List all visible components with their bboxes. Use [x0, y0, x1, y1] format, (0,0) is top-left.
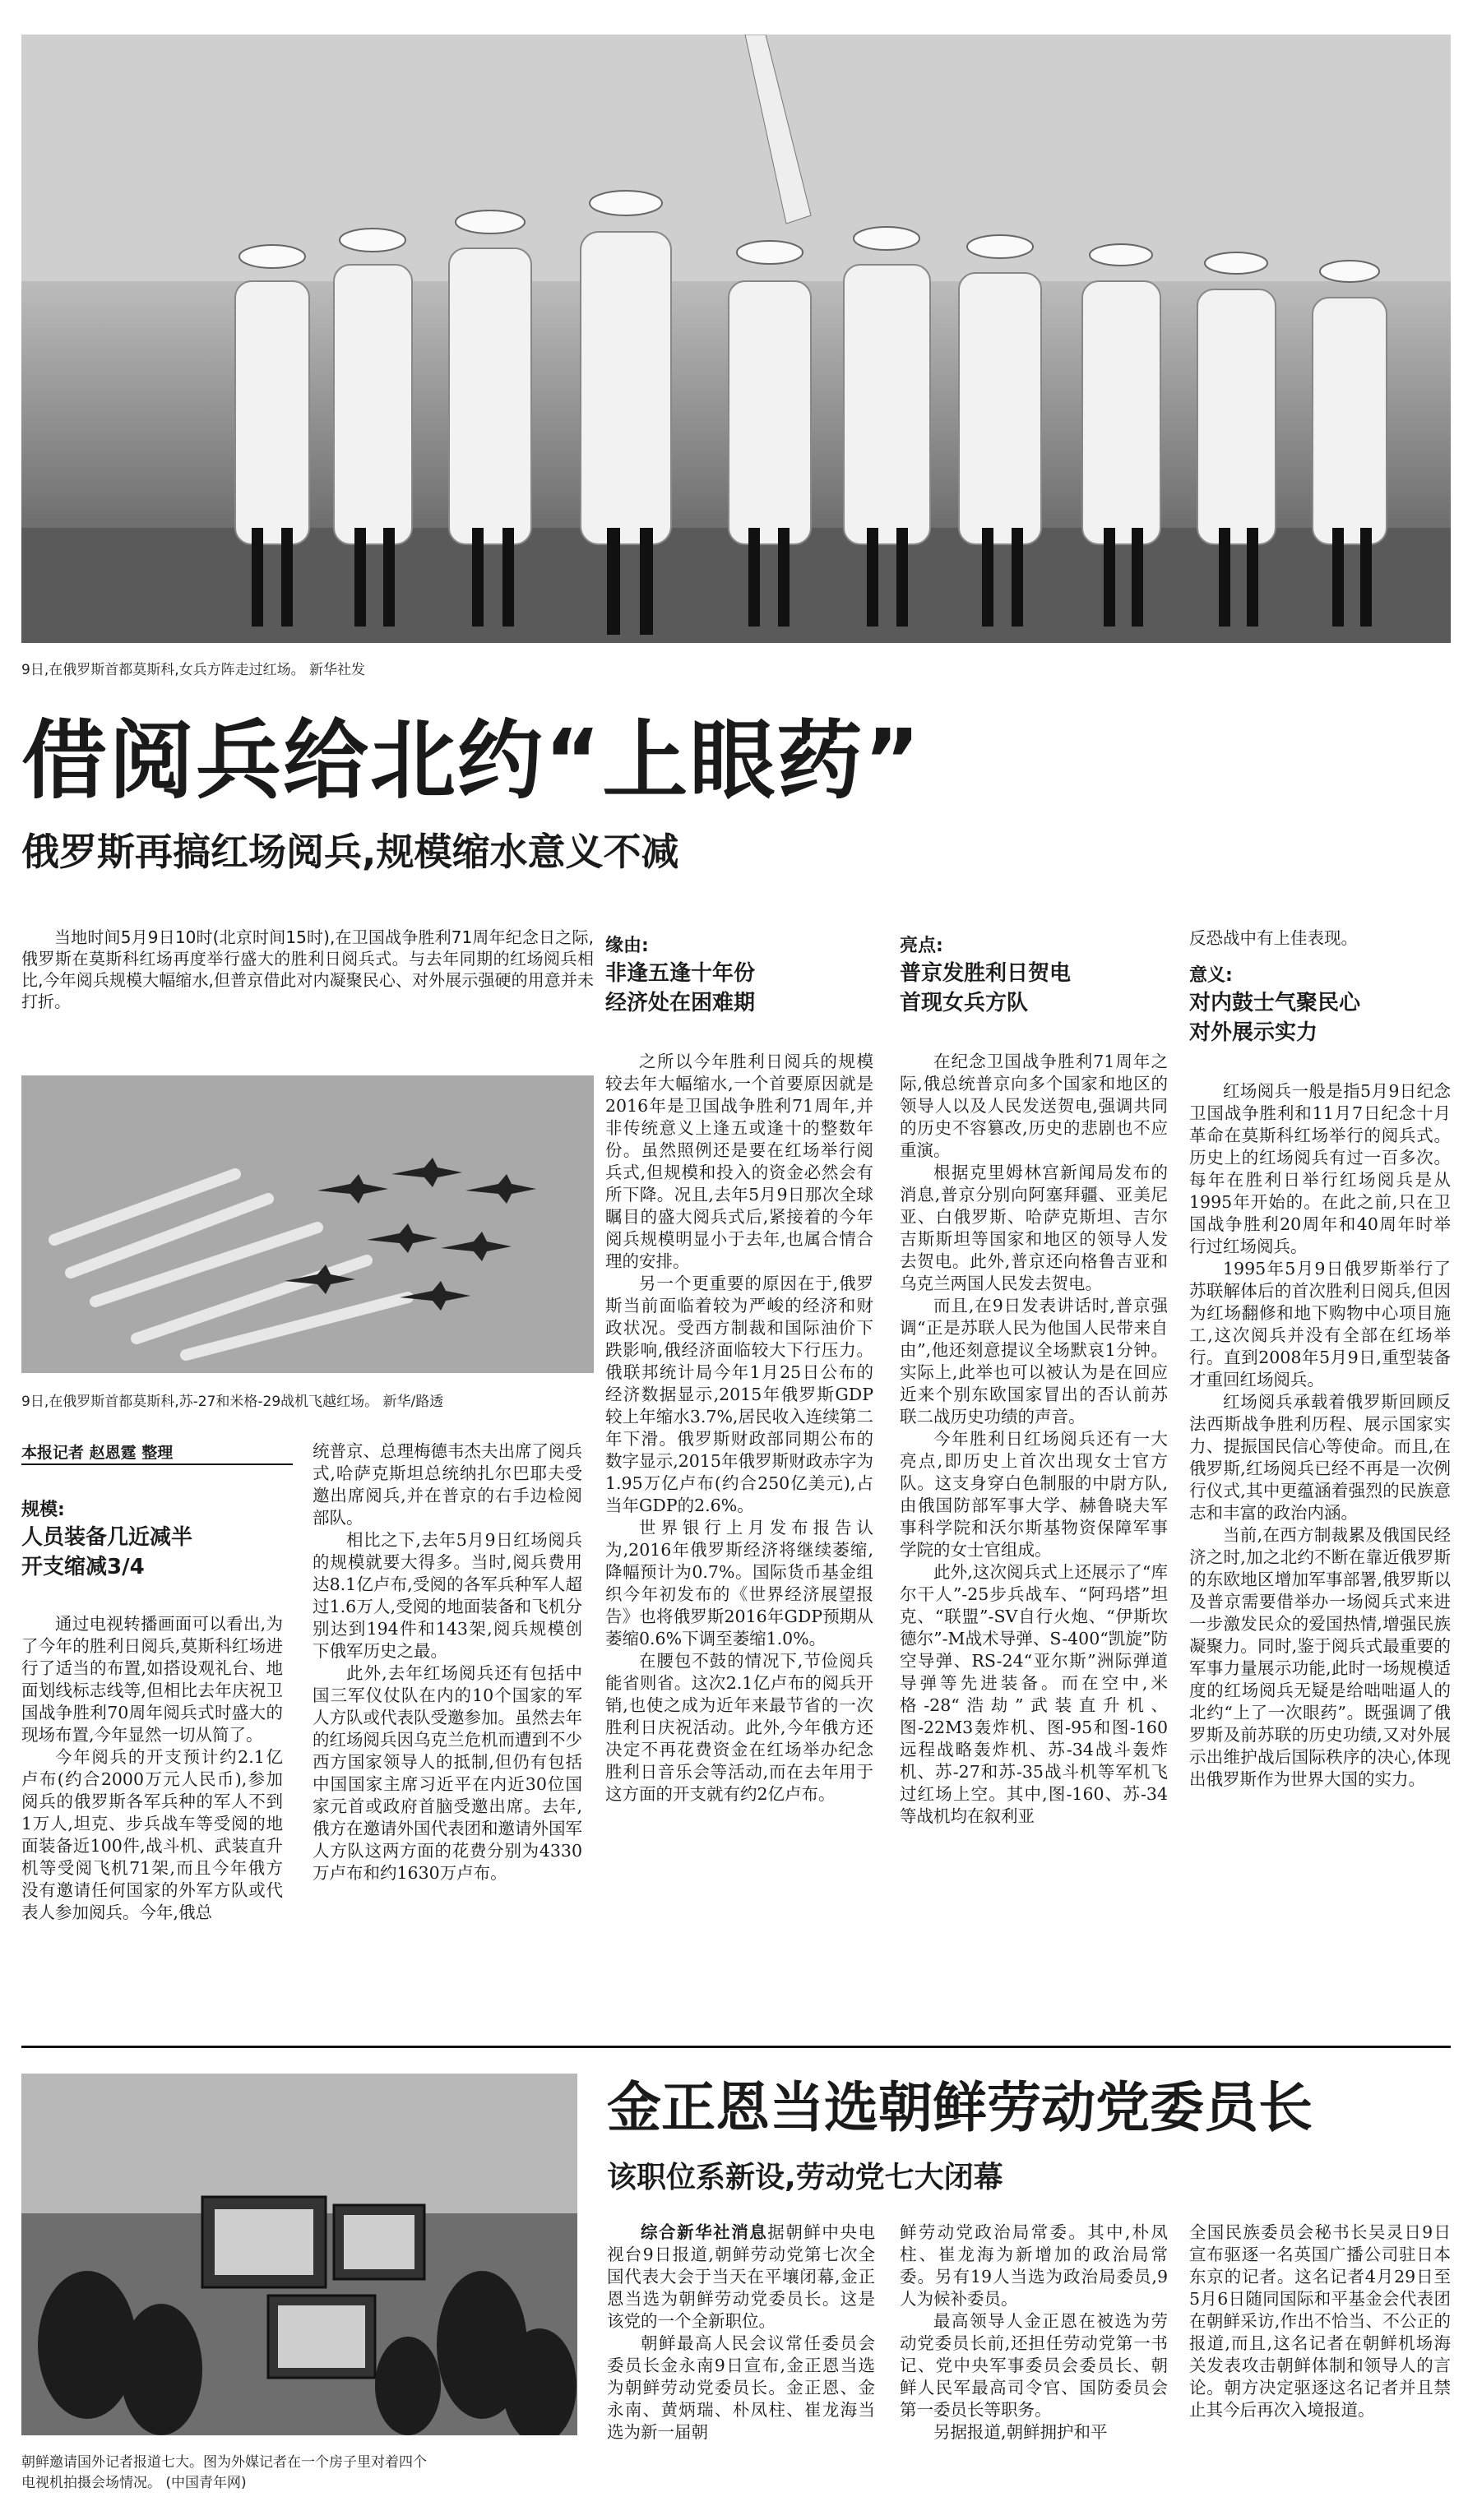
section-scale-title-b: 开支缩减3/4: [21, 1555, 145, 1579]
story1-col-e: [1189, 1080, 1451, 1791]
section-highlight-head: [900, 934, 1171, 1018]
story1-col-e-top: [1189, 927, 1451, 950]
paragraph: 在腰包不鼓的情况下,节俭阅兵能省则省。这次2.1亿卢布的阅兵开销,也使之成为近年来最节省的一次胜利日庆祝活动。此外,今年俄方还决定不再花费资金在红场举办纪念胜利日音乐会等活动,而在去年用于这方面的开支就有约2亿卢布。: [605, 1651, 873, 1804]
paragraph: 相比之下,去年5月9日红场阅兵的规模就要大得多。当时,阅兵费用达8.1亿卢布,受阅的各军兵种军人超过1.6万人,受阅的地面装备和飞机分别达到194件和143架,阅兵规模创下俄军历史之最。: [313, 1530, 582, 1661]
byline: 本报记者 赵恩霆 整理: [21, 1444, 174, 1462]
paragraph: 统普京、总理梅德韦杰夫出席了阅兵式,哈萨克斯坦总统纳扎尔巴耶夫受邀出席阅兵,并在普京的右手边检阅部队。: [313, 1441, 582, 1528]
paragraph: 今年胜利日红场阅兵还有一大亮点,即历史上首次出现女士官方队。这支身穿白色制服的中尉方队,由俄国防部军事大学、赫鲁晓夫军事科学院和沃尔斯基物资保障军事学院的女士官组成。: [900, 1429, 1168, 1560]
section-reason-head: [605, 934, 875, 1018]
byline-rule: [21, 1463, 293, 1465]
paragraph: 朝鲜最高人民会议常任委员会委员长金永南9日宣布,金正恩当选为朝鲜劳动党委员长。金正恩、金永南、黄炳瑞、朴凤柱、崔龙海当选为新一届朝: [607, 2333, 875, 2442]
paragraph: 反恐战中有上佳表现。: [1189, 928, 1358, 948]
press-photo-illustration: [21, 2074, 577, 2435]
section-meaning-label: 意义:: [1189, 965, 1233, 986]
lede-paragraph: 当地时间5月9日10时(北京时间15时),在卫国战争胜利71周年纪念日之际,俄罗斯在莫斯科红场再度举行盛大的胜利日阅兵式。与去年同期的红场阅兵相比,今年阅兵规模大幅缩水,但普京借此对内凝聚民心、对外展示强硬的用意并未打折。: [21, 927, 594, 1011]
jets-photo-caption: 9日,在俄罗斯首都莫斯科,苏-27和米格-29战机飞越红场。 新华/路透: [21, 1394, 444, 1410]
section-meaning-head: [1189, 964, 1451, 1047]
lead-text: 据朝鲜中央电视台9日报道,朝鲜劳动党第七次全国代表大会于当天在平壤闭幕,金正恩当选为朝鲜劳动党委员长。这是该党的一个全新职位。: [607, 2222, 876, 2331]
story2-col-1: [607, 2222, 875, 2444]
section-reason-title-b: 经济处在困难期: [605, 991, 756, 1015]
paragraph: 而且,在9日发表讲话时,普京强调“正是苏联人民为他国人民带来自由”,他还刻意提议全场默哀1分钟。实际上,此举也可以被认为是在回应近来个别东欧国家冒出的否认前苏联二战历史功绩的声音。: [900, 1296, 1168, 1426]
paragraph: 红场阅兵一般是指5月9日纪念卫国战争胜利和11月7日纪念十月革命在莫斯科红场举行的阅兵式。历史上的红场阅兵有过一百多次。每年在胜利日举行红场阅兵是从1995年开始的。在此之前,只在卫国战争胜利20周年和40周年时举行过红场阅兵。: [1189, 1081, 1451, 1256]
story1-headline: 借阅兵给北约“上眼药”: [21, 710, 922, 811]
paragraph: 通过电视转播画面可以看出,为了今年的胜利日阅兵,莫斯科红场进行了适当的布置,如搭设观礼台、地面划线标志线等,但相比去年庆祝卫国战争胜利70周年阅兵式时盛大的现场布置,今年显然一切从简了。: [21, 1614, 283, 1745]
paragraph: 当前,在西方制裁累及俄国民经济之时,加之北约不断在靠近俄罗斯的东欧地区增加军事部署,俄罗斯以及普京需要借举办一场阅兵式来进一步激发民众的爱国热情,增强民族凝聚力。同时,鉴于阅兵式最重要的军事力量展示功能,此时一场规模适度的红场阅兵无疑是给咄咄逼人的北约“上了一次眼药”。既强调了俄罗斯及前苏联的历史功绩,又对外展示出维护战后国际秩序的决心,体现出俄罗斯作为世界大国的实力。: [1189, 1525, 1451, 1789]
section-highlight-title-a: 普京发胜利日贺电: [900, 961, 1072, 986]
section-meaning-title-a: 对内鼓士气聚民心: [1189, 991, 1361, 1015]
section-scale-label: 规模:: [21, 1500, 65, 1520]
section-reason-label: 缘由:: [605, 936, 649, 956]
paragraph: 另一个更重要的原因在于,俄罗斯当前面临着较为严峻的经济和财政状况。受西方制裁和国际油价下跌影响,俄经济面临较大下行压力。俄联邦统计局今年1月25日公布的经济数据显示,2015年俄罗斯GDP较上年缩水3.7%,居民收入连续第二年下滑。俄罗斯财政部同期公布的数字显示,2015年俄罗斯财政赤字为1.95万亿卢布(约合250亿美元),占当年GDP的2.6%。: [605, 1274, 873, 1515]
section-highlight-title-b: 首现女兵方队: [900, 991, 1029, 1015]
section-meaning-title-b: 对外展示实力: [1189, 1020, 1318, 1045]
press-photo: [21, 2074, 577, 2435]
paragraph: [607, 2222, 875, 2333]
story2-col-3: [1189, 2222, 1451, 2421]
story1-col-d: [900, 1051, 1168, 1828]
news-source: 综合新华社消息: [641, 2222, 768, 2242]
section-reason-title-a: 非逢五逢十年份: [605, 961, 756, 986]
paragraph: 此外,去年红场阅兵还有包括中国三军仪仗队在内的10个国家的军人方队或代表队受邀参加。虽然去年的红场阅兵因乌克兰危机而遭到不少西方国家领导人的抵制,但仍有包括中国国家主席习近平在内近30位国家元首或政府首脑受邀出席。去年,俄方在邀请外国代表团和邀请外国军人方队这两方面的花费分别为4330万卢布和约1630万卢布。: [313, 1663, 582, 1883]
story1-lede: [21, 927, 594, 1012]
section-scale-title-a: 人员装备几近减半: [21, 1525, 193, 1550]
story-separator: [21, 2046, 1451, 2048]
story2-col-2: [900, 2222, 1168, 2444]
paragraph: 1995年5月9日俄罗斯举行了苏联解体后的首次胜利日阅兵,但因为红场翻修和地下购物中心项目施工,这次阅兵并没有全部在红场举行。直到2008年5月9日,重型装备才重回红场阅兵。: [1189, 1259, 1451, 1389]
paragraph: 之所以今年胜利日阅兵的规模较去年大幅缩水,一个首要原因就是2016年是卫国战争胜利71周年,并非传统意义上逢五或逢十的整数年份。虽然照例还是要在红场举行阅兵式,但规模和投入的资金必然会有所下降。况且,去年5月9日那次全球瞩目的盛大阅兵式后,紧接着的今年阅兵规模明显小于去年,也属合情合理的安排。: [605, 1052, 873, 1271]
paragraph: 另据报道,朝鲜拥护和平: [933, 2422, 1108, 2442]
press-photo-caption-line2: 电视机拍摄会场情况。 (中国青年网): [21, 2475, 247, 2491]
jets-photo: [21, 1075, 594, 1373]
paragraph: 最高领导人金正恩在被选为劳动党委员长前,还担任劳动党第一书记、党中央军事委员会委员长、朝鲜人民军最高司令官、国防委员会第一委员长等职务。: [900, 2311, 1168, 2420]
press-photo-caption-line1: 朝鲜邀请国外记者报道七大。图为外媒记者在一个房子里对着四个: [21, 2454, 427, 2471]
jets-illustration: [21, 1075, 594, 1373]
section-scale-head: [21, 1498, 293, 1582]
paragraph: 根据克里姆林宫新闻局发布的消息,普京分别向阿塞拜疆、亚美尼亚、白俄罗斯、哈萨克斯坦、吉尔吉斯斯坦等国家和地区的领导人发去贺电。此外,普京还向格鲁吉亚和乌克兰两国人民发去贺电。: [900, 1163, 1168, 1293]
paragraph: 鲜劳动党政治局常委。其中,朴凤柱、崔龙海为新增加的政治局常委。另有19人当选为政治局委员,9人为候补委员。: [900, 2222, 1168, 2309]
story1-subheadline: 俄罗斯再搞红场阅兵,规模缩水意义不减: [21, 830, 679, 874]
paragraph: 在纪念卫国战争胜利71周年之际,俄总统普京向多个国家和地区的领导人以及人民发送贺电,强调共同的历史不容篡改,历史的悲剧也不应重演。: [900, 1052, 1168, 1160]
parade-photo: [21, 35, 1451, 643]
story1-col-b: [313, 1440, 582, 1884]
paragraph: 全国民族委员会秘书长吴灵日9日宣布驱逐一名英国广播公司驻日本东京的记者。这名记者4月29日至5月6日随同国际和平基金会代表团在朝鲜采访,作出不恰当、不公正的报道,而且,这名记者在朝鲜机场海关发表攻击朝鲜体制和领导人的言论。朝方决定驱逐这名记者并且禁止其今后再次入境报道。: [1189, 2222, 1451, 2420]
parade-photo-caption: 9日,在俄罗斯首都莫斯科,女兵方阵走过红场。 新华社发: [21, 662, 366, 678]
story1-col-a: [21, 1613, 283, 1924]
story1-col-c: [605, 1051, 873, 1806]
story2-subheadline: 该职位系新设,劳动党七大闭幕: [607, 2161, 1003, 2194]
paragraph: 世界银行上月发布报告认为,2016年俄罗斯经济将继续萎缩,降幅预计为0.7%。国际货币基金组织今年初发布的《世界经济展望报告》也将俄罗斯2016年GDP预期从萎缩0.6%下调至萎缩1.0%。: [605, 1518, 873, 1648]
paragraph: 此外,这次阅兵式上还展示了“库尔干人”-25步兵战车、“阿玛塔”坦克、“联盟”-SV自行火炮、“伊斯坎德尔”-M战术导弹、S-400“凯旋”防空导弹、RS-24“亚尔斯”洲际弹道导弹等先进装备。而在空中,米格-28“浩劫”武装直升机、图-22M3轰炸机、图-95和图-160远程战略轰炸机、苏-34战斗轰炸机、苏-27和苏-35战斗机等军机飞过红场上空。其中,图-160、苏-34等战机均在叙利亚: [900, 1562, 1168, 1826]
paragraph: 今年阅兵的开支预计约2.1亿卢布(约合2000万元人民币),参加阅兵的俄罗斯各军兵种的军人不到1万人,坦克、步兵战车等受阅的地面装备近100件,战斗机、武装直升机等受阅飞机71架,而且今年俄方没有邀请任何国家的外军方队或代表人参加阅兵。今年,俄总: [21, 1747, 283, 1922]
parade-photo-illustration: [21, 35, 1451, 643]
story2-headline: 金正恩当选朝鲜劳动党委员长: [607, 2076, 1313, 2139]
section-highlight-label: 亮点:: [900, 936, 943, 956]
paragraph: 红场阅兵承载着俄罗斯回顾反法西斯战争胜利历程、展示国家实力、提振国民信心等使命。而且,在俄罗斯,红场阅兵已经不再是一次例行仪式,其中更蕴涵着强烈的民族意志和丰富的政治内涵。: [1189, 1392, 1451, 1523]
